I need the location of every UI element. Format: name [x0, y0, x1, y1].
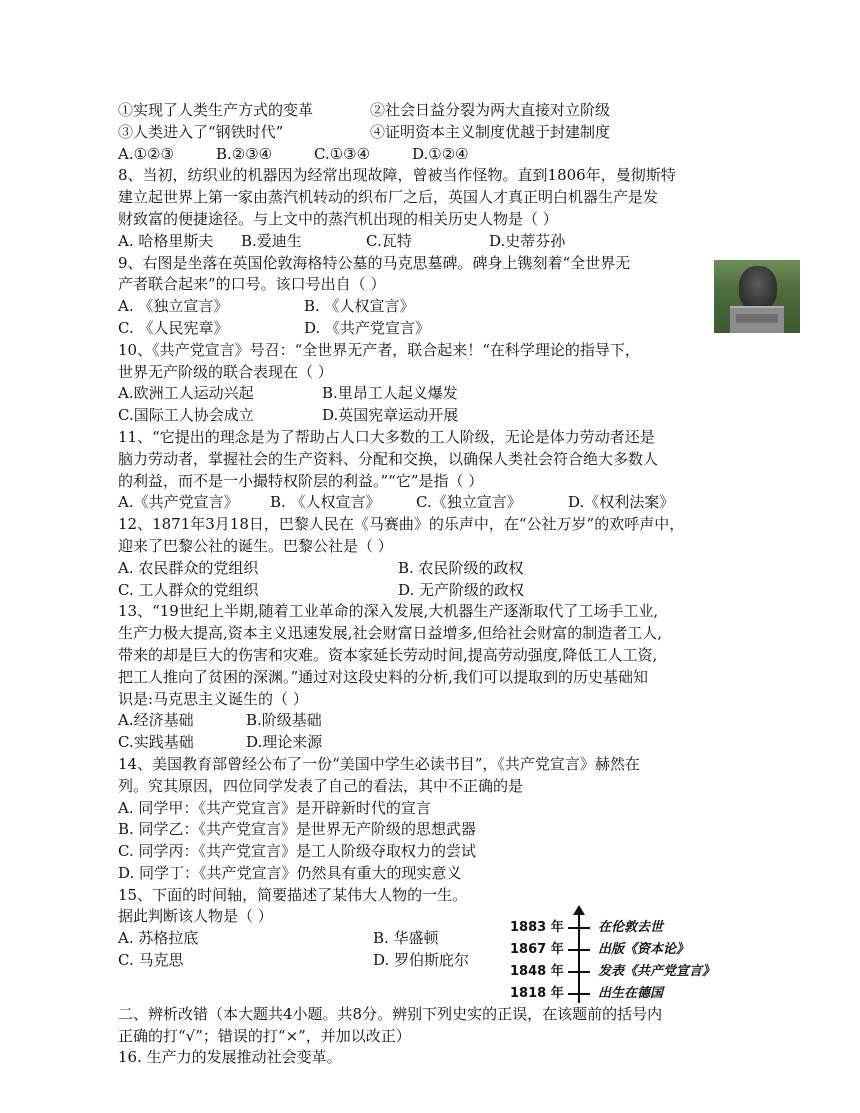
- q9-option-a[interactable]: A. 《独立宣言》: [118, 297, 229, 316]
- q7-statements-row2: [118, 122, 758, 144]
- timeline-event: 出生在德国: [598, 986, 664, 1001]
- q10-option-b[interactable]: B.里昂工人起义爆发: [322, 384, 458, 403]
- q11-option-c[interactable]: C.《独立宣言》: [416, 493, 522, 512]
- q11-options: [118, 492, 758, 514]
- q10-stem-line-2: 世界无产阶级的联合表现在（ ）: [118, 362, 333, 381]
- timeline-entry: [510, 963, 716, 981]
- q13-stem-line-1: 13、“19世纪上半期,随着工业革命的深入发展,大机器生产逐渐取代了工场手工业,: [118, 602, 659, 621]
- timeline-entry: [510, 985, 664, 1003]
- q13-stem-line-4: 把工人推向了贫困的深渊。”通过对这段史料的分析,我们可以提取到的历史基础知: [118, 667, 648, 686]
- q12-option-d[interactable]: D. 无产阶级的政权: [398, 580, 525, 599]
- q8-options: [118, 231, 758, 253]
- q11-stem-line-3: 的利益，而不是一小撮特权阶层的利益。”“它”是指（ ）: [118, 471, 484, 490]
- q10-option-c[interactable]: C.国际工人协会成立: [118, 406, 254, 425]
- q11-option-d[interactable]: D.《权利法案》: [568, 493, 675, 512]
- q12-options-row2: [118, 580, 758, 602]
- q13-option-d[interactable]: D.理论来源: [246, 733, 323, 752]
- q7-statement-4: ④证明资本主义制度优越于封建制度: [370, 122, 611, 141]
- q7-option-b[interactable]: B.②③④: [216, 144, 273, 163]
- q13-option-a[interactable]: A.经济基础: [118, 711, 194, 730]
- q15-option-a[interactable]: A. 苏格拉底: [118, 929, 199, 948]
- q8-option-d[interactable]: D.史蒂芬孙: [489, 231, 566, 250]
- q12-option-a[interactable]: A. 农民群众的党组织: [118, 558, 259, 577]
- q8-option-b[interactable]: B.爱迪生: [241, 231, 302, 250]
- q9-options-row1: [118, 296, 758, 318]
- q15-timeline: [510, 905, 740, 1005]
- q13-stem-line-3: 带来的却是巨大的伤害和灾难。资本家延长劳动时间,提高劳动强度,降低工人工资,: [118, 645, 658, 664]
- tomb-plaque-shape: [736, 314, 778, 323]
- q12-options-row1: [118, 558, 758, 580]
- q8-stem-line-2: 建立起世界上第一家由蒸汽机转动的织布厂之后，英国人才真正明白机器生产是发: [118, 188, 659, 207]
- q14-option-c[interactable]: C. 同学丙：《共产党宣言》是工人阶级夺取权力的尝试: [118, 842, 476, 861]
- timeline-year: 1883 年: [510, 920, 564, 935]
- q13-option-b[interactable]: B.阶级基础: [246, 711, 322, 730]
- q7-options: [118, 144, 758, 166]
- q13-options-row1: [118, 710, 758, 732]
- timeline-event: 发表《共产党宣言》: [598, 964, 716, 979]
- q10-options-row1: [118, 383, 758, 405]
- q9-options-row2: [118, 318, 758, 340]
- q14-option-b[interactable]: B. 同学乙：《共产党宣言》是世界无产阶级的思想武器: [118, 820, 477, 839]
- timeline-tick: [568, 927, 590, 929]
- q9-option-d[interactable]: D. 《共产党宣言》: [304, 318, 431, 337]
- q13-stem-line-5: 识是:马克思主义诞生的（ ）: [118, 689, 308, 708]
- q14-option-d[interactable]: D. 同学丁：《共产党宣言》仍然具有重大的现实意义: [118, 863, 462, 882]
- q10-option-a[interactable]: A.欧洲工人运动兴起: [118, 384, 254, 403]
- q8-stem-line-1: 8、当初，纺织业的机器因为经常出现故障，曾被当作怪物。直到1806年，曼彻斯特: [118, 166, 676, 185]
- q12-stem-line-2: 迎来了巴黎公社的诞生。巴黎公社是（ ）: [118, 536, 393, 555]
- q9-option-c[interactable]: C. 《人民宪章》: [118, 318, 229, 337]
- timeline-year: 1818 年: [510, 986, 564, 1001]
- q7-statements-row1: [118, 100, 758, 122]
- q8-option-c[interactable]: C.瓦特: [366, 231, 412, 250]
- timeline-year: 1867 年: [510, 942, 564, 957]
- q12-option-b[interactable]: B. 农民阶级的政权: [398, 558, 524, 577]
- q13-option-c[interactable]: C.实践基础: [118, 733, 194, 752]
- marx-tomb-photo: [714, 260, 800, 333]
- marx-bust-shape: [739, 266, 777, 310]
- q13-options-row2: [118, 732, 758, 754]
- q15-stem-line-1: 15、下面的时间轴，简要描述了某伟大人物的一生。: [118, 885, 468, 904]
- q14-stem-line-1: 14、美国教育部曾经公布了一份“美国中学生必读书目”，《共产党宣言》赫然在: [118, 754, 640, 773]
- q14-stem-line-2: 列。究其原因，四位同学发表了自己的看法，其中不正确的是: [118, 776, 524, 795]
- q11-option-b[interactable]: B. 《人权宣言》: [270, 493, 381, 512]
- q10-option-d[interactable]: D.英国宪章运动开展: [322, 406, 459, 425]
- q10-stem-line-1: 10、《共产党宣言》号召：“全世界无产者，联合起来！“在科学理论的指导下，: [118, 340, 640, 359]
- timeline-tick: [568, 971, 590, 973]
- q8-stem-line-3: 财致富的便捷途径。与上文中的蒸汽机出现的相关历史人物是（ ）: [118, 209, 558, 228]
- timeline-entry: [510, 941, 690, 959]
- q11-option-a[interactable]: A.《共产党宣言》: [118, 493, 239, 512]
- q10-options-row2: [118, 405, 758, 427]
- timeline-entry: [510, 919, 664, 937]
- q7-statement-1: ①实现了人类生产方式的变革: [118, 101, 314, 119]
- q15-option-b[interactable]: B. 华盛顿: [373, 929, 439, 948]
- q14-option-a[interactable]: A. 同学甲：《共产党宣言》是开辟新时代的宣言: [118, 798, 431, 817]
- q15-option-d[interactable]: D. 罗伯斯庇尔: [373, 951, 470, 970]
- q15-option-c[interactable]: C. 马克思: [118, 951, 184, 970]
- timeline-event: 出版《资本论》: [598, 942, 690, 957]
- q9-option-b[interactable]: B. 《人权宣言》: [304, 297, 415, 316]
- q7-statement-3: ③人类进入了“钢铁时代”: [118, 122, 284, 141]
- q7-option-a[interactable]: A.①②③: [118, 144, 174, 163]
- q12-stem-line-1: 12、1871年3月18日，巴黎人民在《马赛曲》的乐声中，在“公社万岁”的欢呼声中，: [118, 515, 685, 534]
- timeline-tick: [568, 993, 590, 995]
- q15-stem-line-2: 据此判断该人物是（ ）: [118, 907, 273, 926]
- q9-stem-line-1: 9、右图是坐落在英国伦敦海格特公墓的马克思墓碑。碑身上镌刻着“全世界无: [118, 253, 631, 272]
- q9-stem-line-2: 产者联合起来”的口号。该口号出自（ ）: [118, 275, 386, 294]
- q7-option-d[interactable]: D.①②④: [412, 144, 469, 163]
- q7-option-c[interactable]: C.①③④: [314, 144, 371, 163]
- q11-stem-line-1: 11、“它提出的理念是为了帮助占人口大多数的工人阶级，无论是体力劳动者还是: [118, 427, 655, 446]
- q13-stem-line-2: 生产力极大提高,资本主义迅速发展,社会财富日益增多,但给社会财富的制造者工人,: [118, 624, 663, 643]
- section2-heading-line-2: 正确的打“√”；错误的打“×”，并加以改正）: [118, 1026, 411, 1045]
- q8-option-a[interactable]: A. 哈格里斯夫: [118, 231, 214, 250]
- timeline-tick: [568, 949, 590, 951]
- timeline-year: 1848 年: [510, 964, 564, 979]
- q7-statement-2: ②社会日益分裂为两大直接对立阶级: [370, 101, 611, 119]
- section2-heading-line-1: 二、辨析改错（本大题共4小题。共8分。辨别下列史实的正误，在该题前的括号内: [118, 1004, 663, 1023]
- timeline-event: 在伦敦去世: [598, 920, 664, 935]
- q11-stem-line-2: 脑力劳动者，掌握社会的生产资料、分配和交换，以确保人类社会符合绝大多数人: [118, 449, 659, 468]
- q16-stem: 16. 生产力的发展推动社会变革。: [118, 1048, 342, 1067]
- q12-option-c[interactable]: C. 工人群众的党组织: [118, 580, 259, 599]
